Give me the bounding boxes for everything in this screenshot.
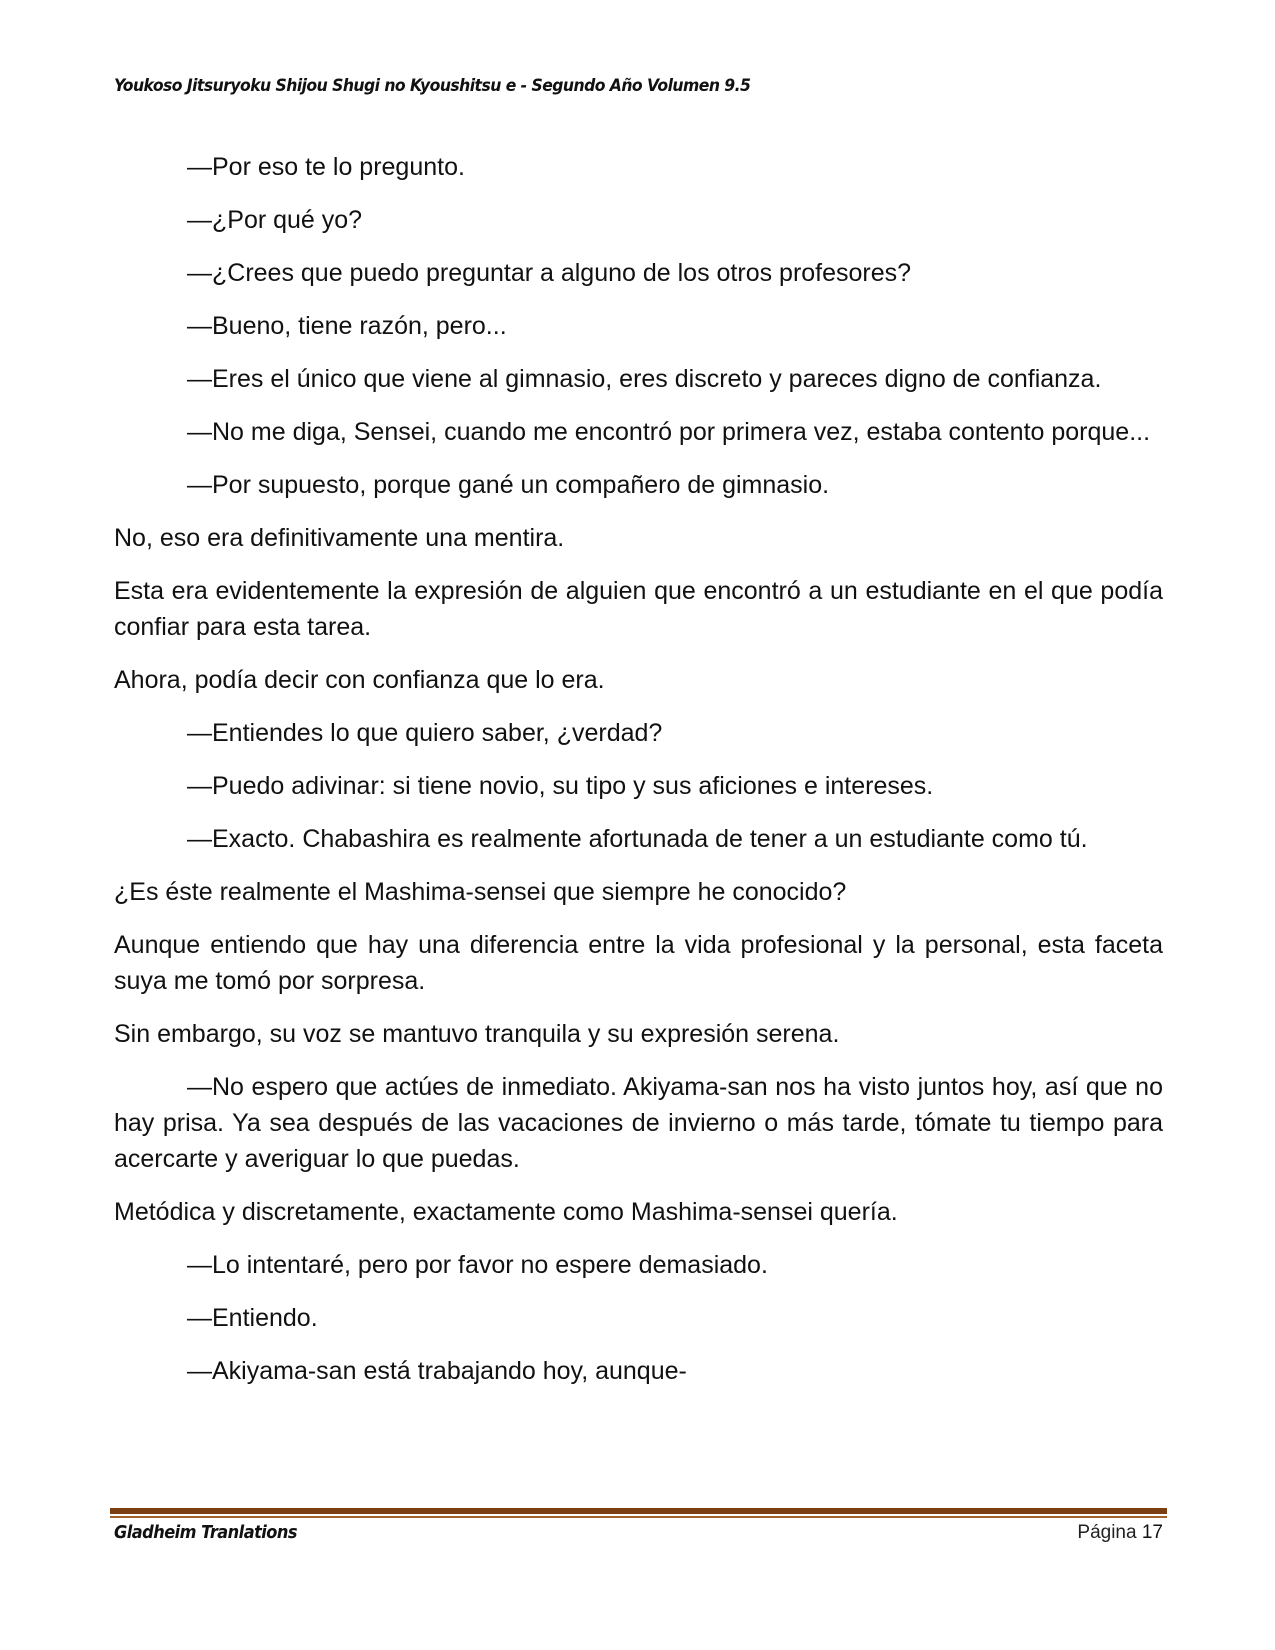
narration-paragraph: Sin embargo, su voz se mantuvo tranquila y su expresión serena. xyxy=(114,1020,840,1048)
dialogue-paragraph: —Por eso te lo pregunto. xyxy=(187,153,465,181)
page-body xyxy=(114,149,1163,1406)
footer-rule xyxy=(110,1508,1167,1514)
dialogue-paragraph: —Puedo adivinar: si tiene novio, su tipo y sus aficiones e intereses. xyxy=(187,772,934,800)
narration-paragraph: ¿Es éste realmente el Mashima-sensei que siempre he conocido? xyxy=(114,878,847,906)
narration-paragraph: Aunque entiendo que hay una diferencia entre la vida profesional y la personal, esta faceta suya me tomó por sorpresa. xyxy=(114,931,1163,995)
narration-paragraph: Ahora, podía decir con confianza que lo era. xyxy=(114,666,605,694)
dialogue-paragraph: —Lo intentaré, pero por favor no espere demasiado. xyxy=(187,1251,768,1279)
page-number-value: 17 xyxy=(1141,1522,1163,1543)
dialogue-paragraph: —Entiendes lo que quiero saber, ¿verdad? xyxy=(187,719,663,747)
page-number xyxy=(1077,1522,1163,1544)
dialogue-paragraph: —¿Por qué yo? xyxy=(187,206,363,234)
dialogue-paragraph: —No me diga, Sensei, cuando me encontró por primera vez, estaba contento porque... xyxy=(187,418,1151,446)
narration-paragraph: Metódica y discretamente, exactamente como Mashima-sensei quería. xyxy=(114,1198,898,1226)
dialogue-paragraph: —Bueno, tiene razón, pero... xyxy=(187,312,507,340)
dialogue-paragraph: —Akiyama-san está trabajando hoy, aunque- xyxy=(187,1357,687,1385)
footer-credit: Gladheim Tranlations xyxy=(114,1522,297,1543)
dialogue-paragraph: —Exacto. Chabashira es realmente afortunada de tener a un estudiante como tú. xyxy=(187,825,1088,853)
running-header: Youkoso Jitsuryoku Shijou Shugi no Kyoushitsu e - Segundo Año Volumen 9.5 xyxy=(114,76,751,96)
dialogue-paragraph: —No espero que actúes de inmediato. Akiyama-san nos ha visto juntos hoy, así que no hay prisa. Ya sea después de las vacaciones de invierno o más tarde, tómate tu tiempo para acercarte y averiguar lo que puedas. xyxy=(114,1073,1163,1173)
dialogue-paragraph: —¿Crees que puedo preguntar a alguno de los otros profesores? xyxy=(187,259,912,287)
dialogue-paragraph: —Eres el único que viene al gimnasio, eres discreto y pareces digno de confianza. xyxy=(187,365,1102,393)
narration-paragraph: No, eso era definitivamente una mentira. xyxy=(114,524,565,552)
dialogue-paragraph: —Entiendo. xyxy=(187,1304,318,1332)
page-label: Página xyxy=(1077,1522,1137,1543)
narration-paragraph: Esta era evidentemente la expresión de alguien que encontró a un estudiante en el que podía confiar para esta tarea. xyxy=(114,577,1163,641)
dialogue-paragraph: —Por supuesto, porque gané un compañero de gimnasio. xyxy=(187,471,830,499)
footer-rule-thin xyxy=(110,1516,1167,1518)
